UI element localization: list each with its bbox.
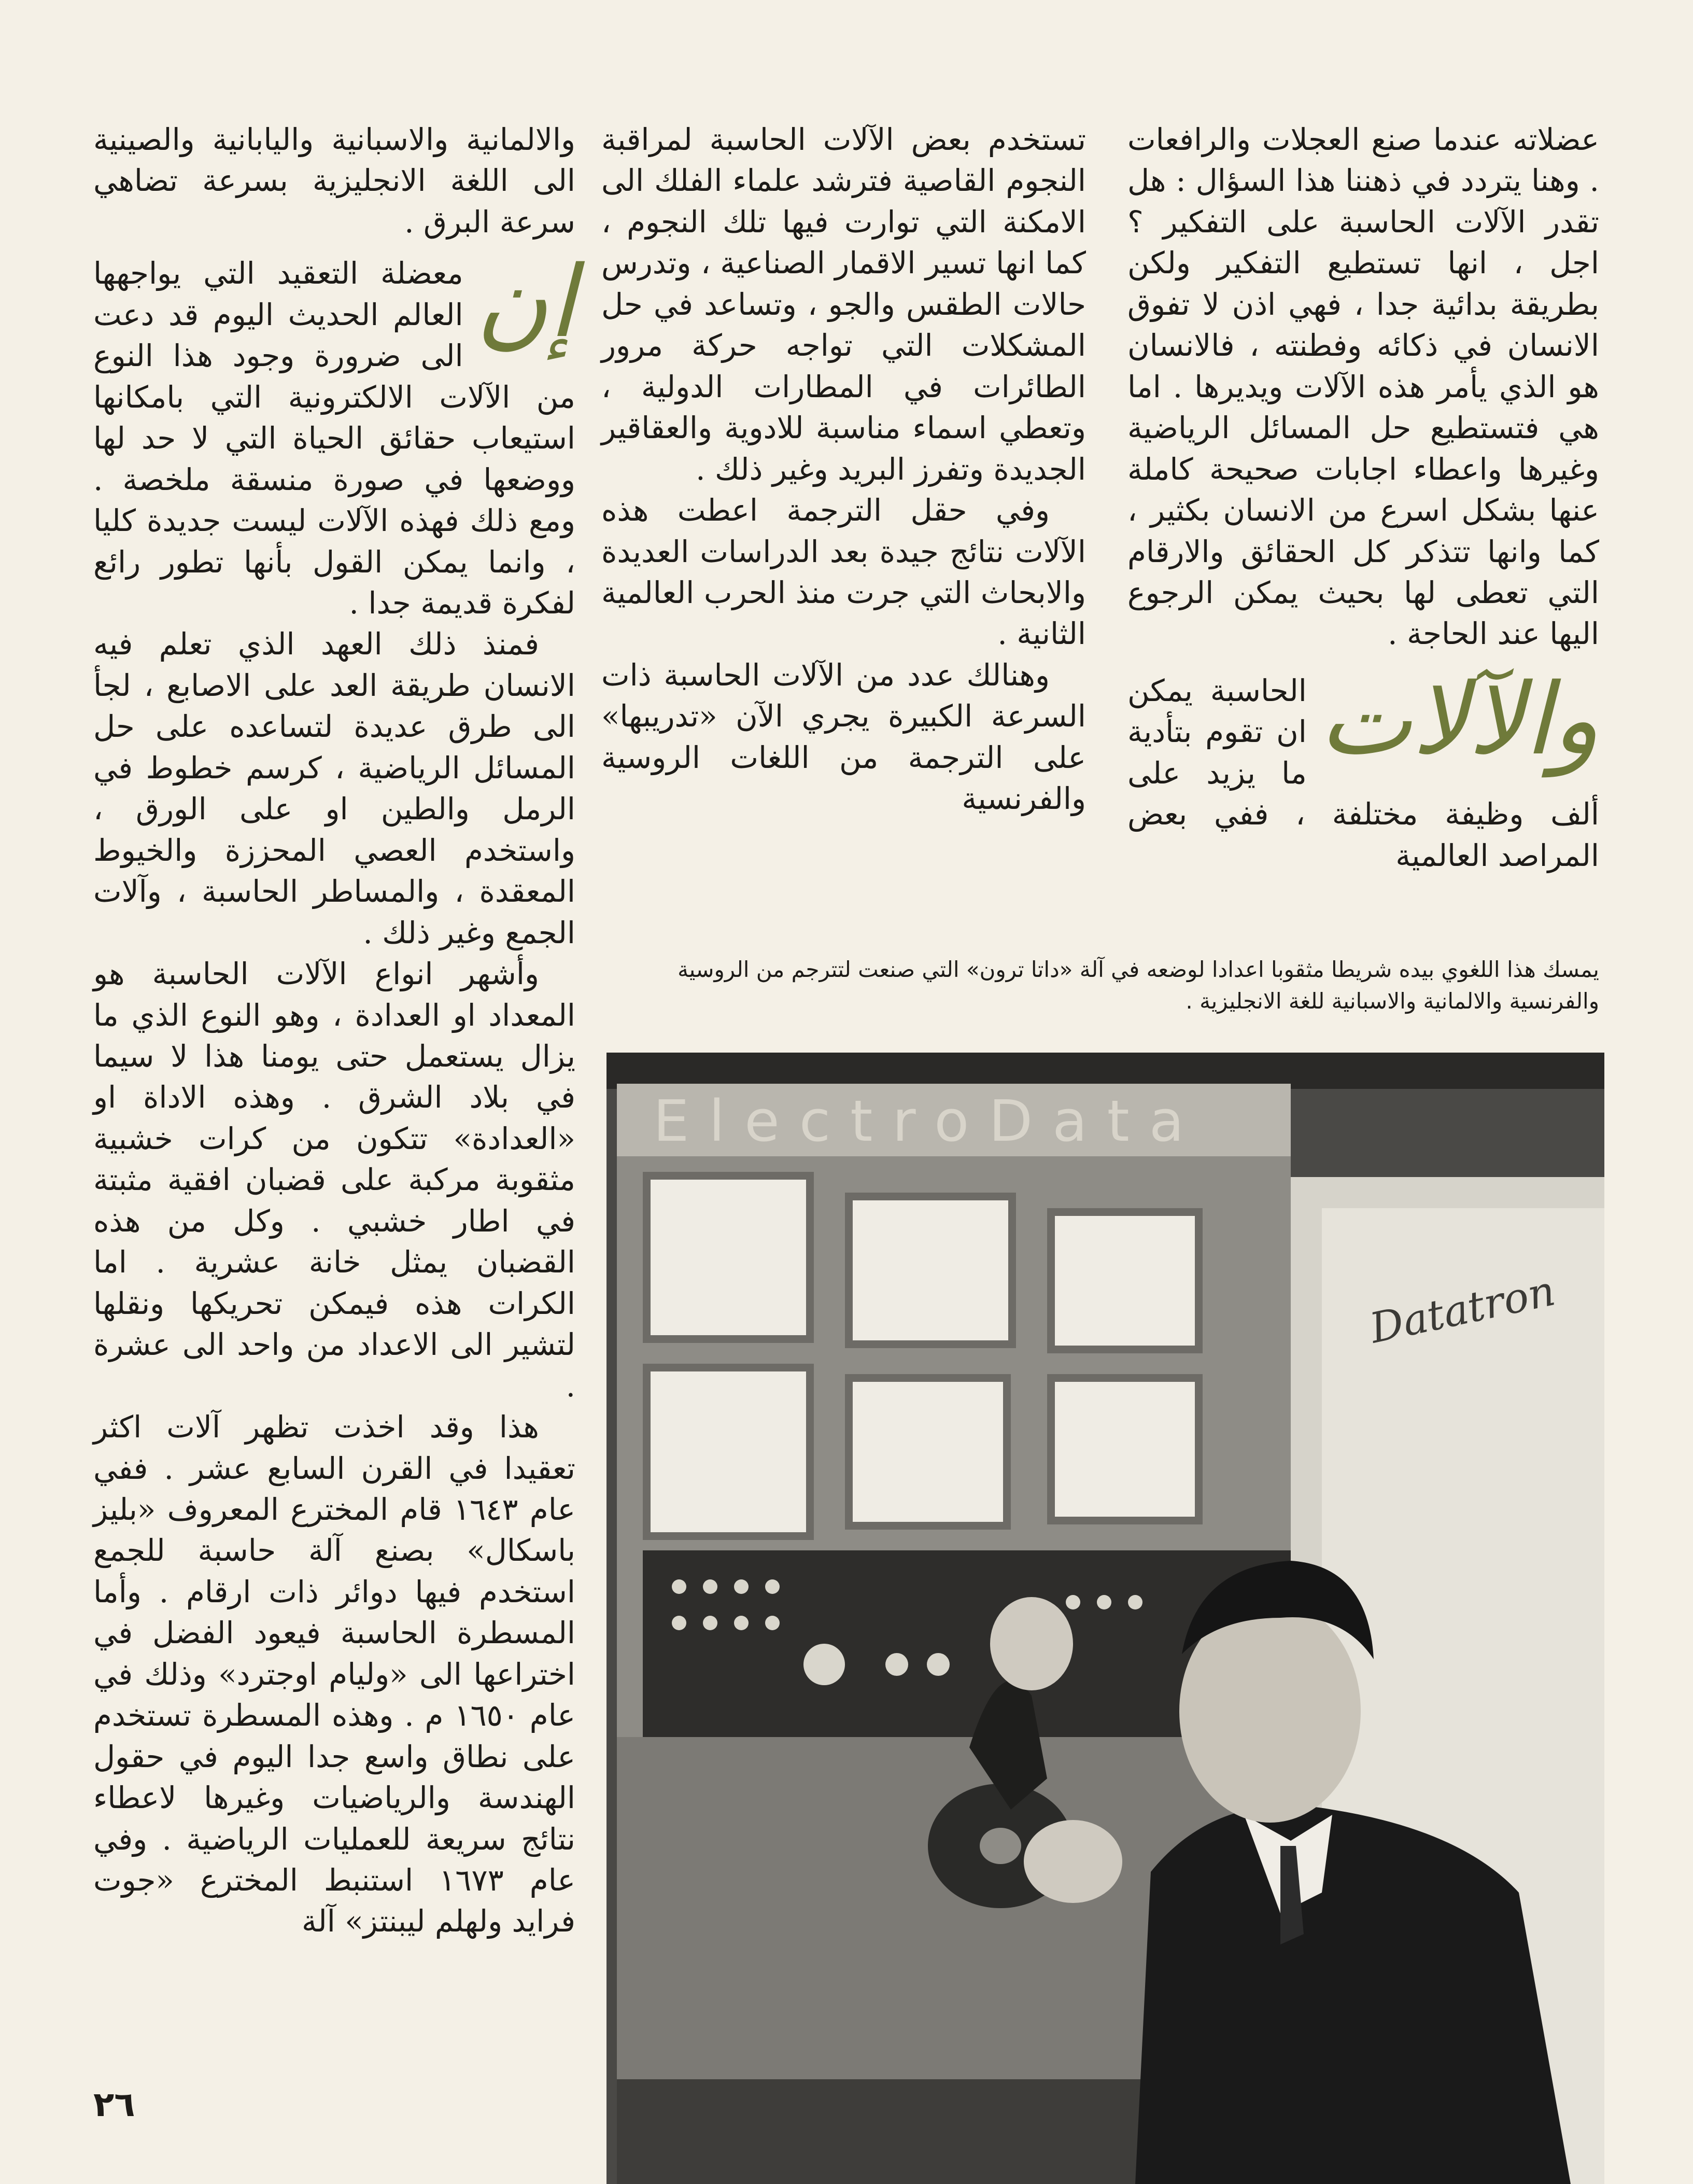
paragraph-text: الحاسبة يمكن ان تقوم بتأدية ما يزيد على ألف وظيفة مختلفة ، ففي بعض المراصد العالمية — [1127, 673, 1599, 873]
paragraph-with-dropcap — [1127, 662, 1599, 876]
paragraph-with-dropcap — [93, 245, 575, 624]
paragraph: عضلاته عندما صنع العجلات والرافعات . وهنا يتردد في ذهننا هذا السؤال : هل تقدر الآلات الحاسبة على التفكير ؟ اجل ، انها تستطيع التفكير ولكن بطريقة بدائية جدا ، فهي اذن لا تفوق الانسان في ذكائه وفطنته ، فالانسان هو الذي يأمر هذه الآلات ويديرها . اما هي فتستطيع حل المسائل الرياضية وغيرها واعطاء اجابات صحيحة كاملة عنها بشكل اسرع من الانسان بكثير ، كما وانها تتذكر كل الحقائق والارقام التي تعطى لها بحيث يمكن الرجوع اليها عند الحاجة . — [1127, 122, 1599, 652]
paragraph: هذا وقد اخذت تظهر آلات اكثر تعقيدا في القرن السابع عشر . ففي عام ١٦٤٣ قام المخترع المعروف «بليز باسكال» بصنع آلة حاسبة للجمع استخدم فيها دوائر ذات ارقام . وأما المسطرة الحاسبة فيعود الفضل في اختراعها الى «وليام اوجترد» وذلك في عام ١٦٥٠ م . وهذه المسطرة تستخدم على نطاق واسع جدا اليوم في حقول الهندسة والرياضيات وغيرها لاعطاء نتائج سريعة للعمليات الرياضية . وفي عام ١٦٧٣ استنبط المخترع «جوت فرايد ولهلم ليبنتز» آلة — [93, 1409, 575, 1939]
photo-illustration — [606, 1053, 1604, 2184]
paragraph: وأشهر انواع الآلات الحاسبة هو المعداد او العدادة ، وهو النوع الذي ما يزال يستعمل حتى يومنا هذا لا سيما في بلاد الشرق . وهذه الاداة او «العدادة» تتكون من كرات خشبية مثقوبة مركبة على قضبان افقية مثبتة في اطار خشبي . وكل من هذه القضبان يمثل خانة عشرية . اما الكرات هذه فيمكن تحريكها ونقلها لتشير الى الاعداد من واحد الى عشرة . — [93, 956, 575, 1404]
hand — [1024, 1820, 1122, 1903]
dropcap: إن — [475, 245, 575, 360]
photograph-datatron-operator — [606, 1053, 1604, 2184]
paragraph-text: معضلة التعقيد التي يواجهها العالم الحديث اليوم قد دعت الى ضرورة وجود هذا النوع من الآلات الالكترونية التي بامكانها استيعاب حقائق الحياة التي لا حد لها ووضعها في صورة منسقة ملخصة . ومع ذلك فهذه الآلات ليست جديدة كليا ، وانما يمكن القول بأنها تطور رائع لفكرة قديمة جدا . — [93, 256, 575, 621]
machine-label: ElectroData — [653, 1088, 1204, 1154]
paragraph: والالمانية والاسبانية واليابانية والصينية الى اللغة الانجليزية بسرعة تضاهي سرعة البرق . — [93, 122, 575, 240]
paragraph: وهنالك عدد من الآلات الحاسبة ذات السرعة الكبيرة يجري الآن «تدريبها» على الترجمة من اللغات الروسية والفرنسية — [601, 657, 1086, 817]
paragraph: فمنذ ذلك العهد الذي تعلم فيه الانسان طريقة العد على الاصابع ، لجأ الى طرق عديدة لتساعده على حل المسائل الرياضية ، كرسم خطوط في الرمل والطين او على الورق ، واستخدم العصي المحززة والخيوط المعقدة ، والمساطر الحاسبة ، وآلات الجمع وغير ذلك . — [93, 626, 575, 950]
cabinet-label: Datatron — [1365, 1266, 1559, 1353]
paragraph: وفي حقل الترجمة اعطت هذه الآلات نتائج جيدة بعد الدراسات العديدة والابحاث التي جرت منذ الحرب العالمية الثانية . — [601, 493, 1086, 652]
text-column-right — [1127, 119, 1599, 876]
dropcap: والآلات — [1319, 662, 1599, 777]
text-column-left — [93, 119, 575, 1942]
paragraph: تستخدم بعض الآلات الحاسبة لمراقبة النجوم القاصية فترشد علماء الفلك الى الامكنة التي توارت فيها تلك النجوم ، كما انها تسير الاقمار الصناعية ، وتدرس حالات الطقس والجو ، وتساعد في حل المشكلات التي تواجه حركة مرور الطائرات في المطارات الدولية ، وتعطي اسماء مناسبة للادوية والعقاقير الجديدة وتفرز البريد وغير ذلك . — [601, 122, 1086, 487]
photo-caption: يمسك هذا اللغوي بيده شريطا مثقوبا اعدادا لوضعه في آلة «داتا ترون» التي صنعت لتترجم من الروسية والفرنسية والالمانية والاسبانية للغة الانجليزية . — [678, 957, 1599, 1014]
page-number: ٢٦ — [93, 2084, 135, 2124]
text-column-middle — [601, 119, 1086, 820]
hand — [990, 1597, 1073, 1690]
